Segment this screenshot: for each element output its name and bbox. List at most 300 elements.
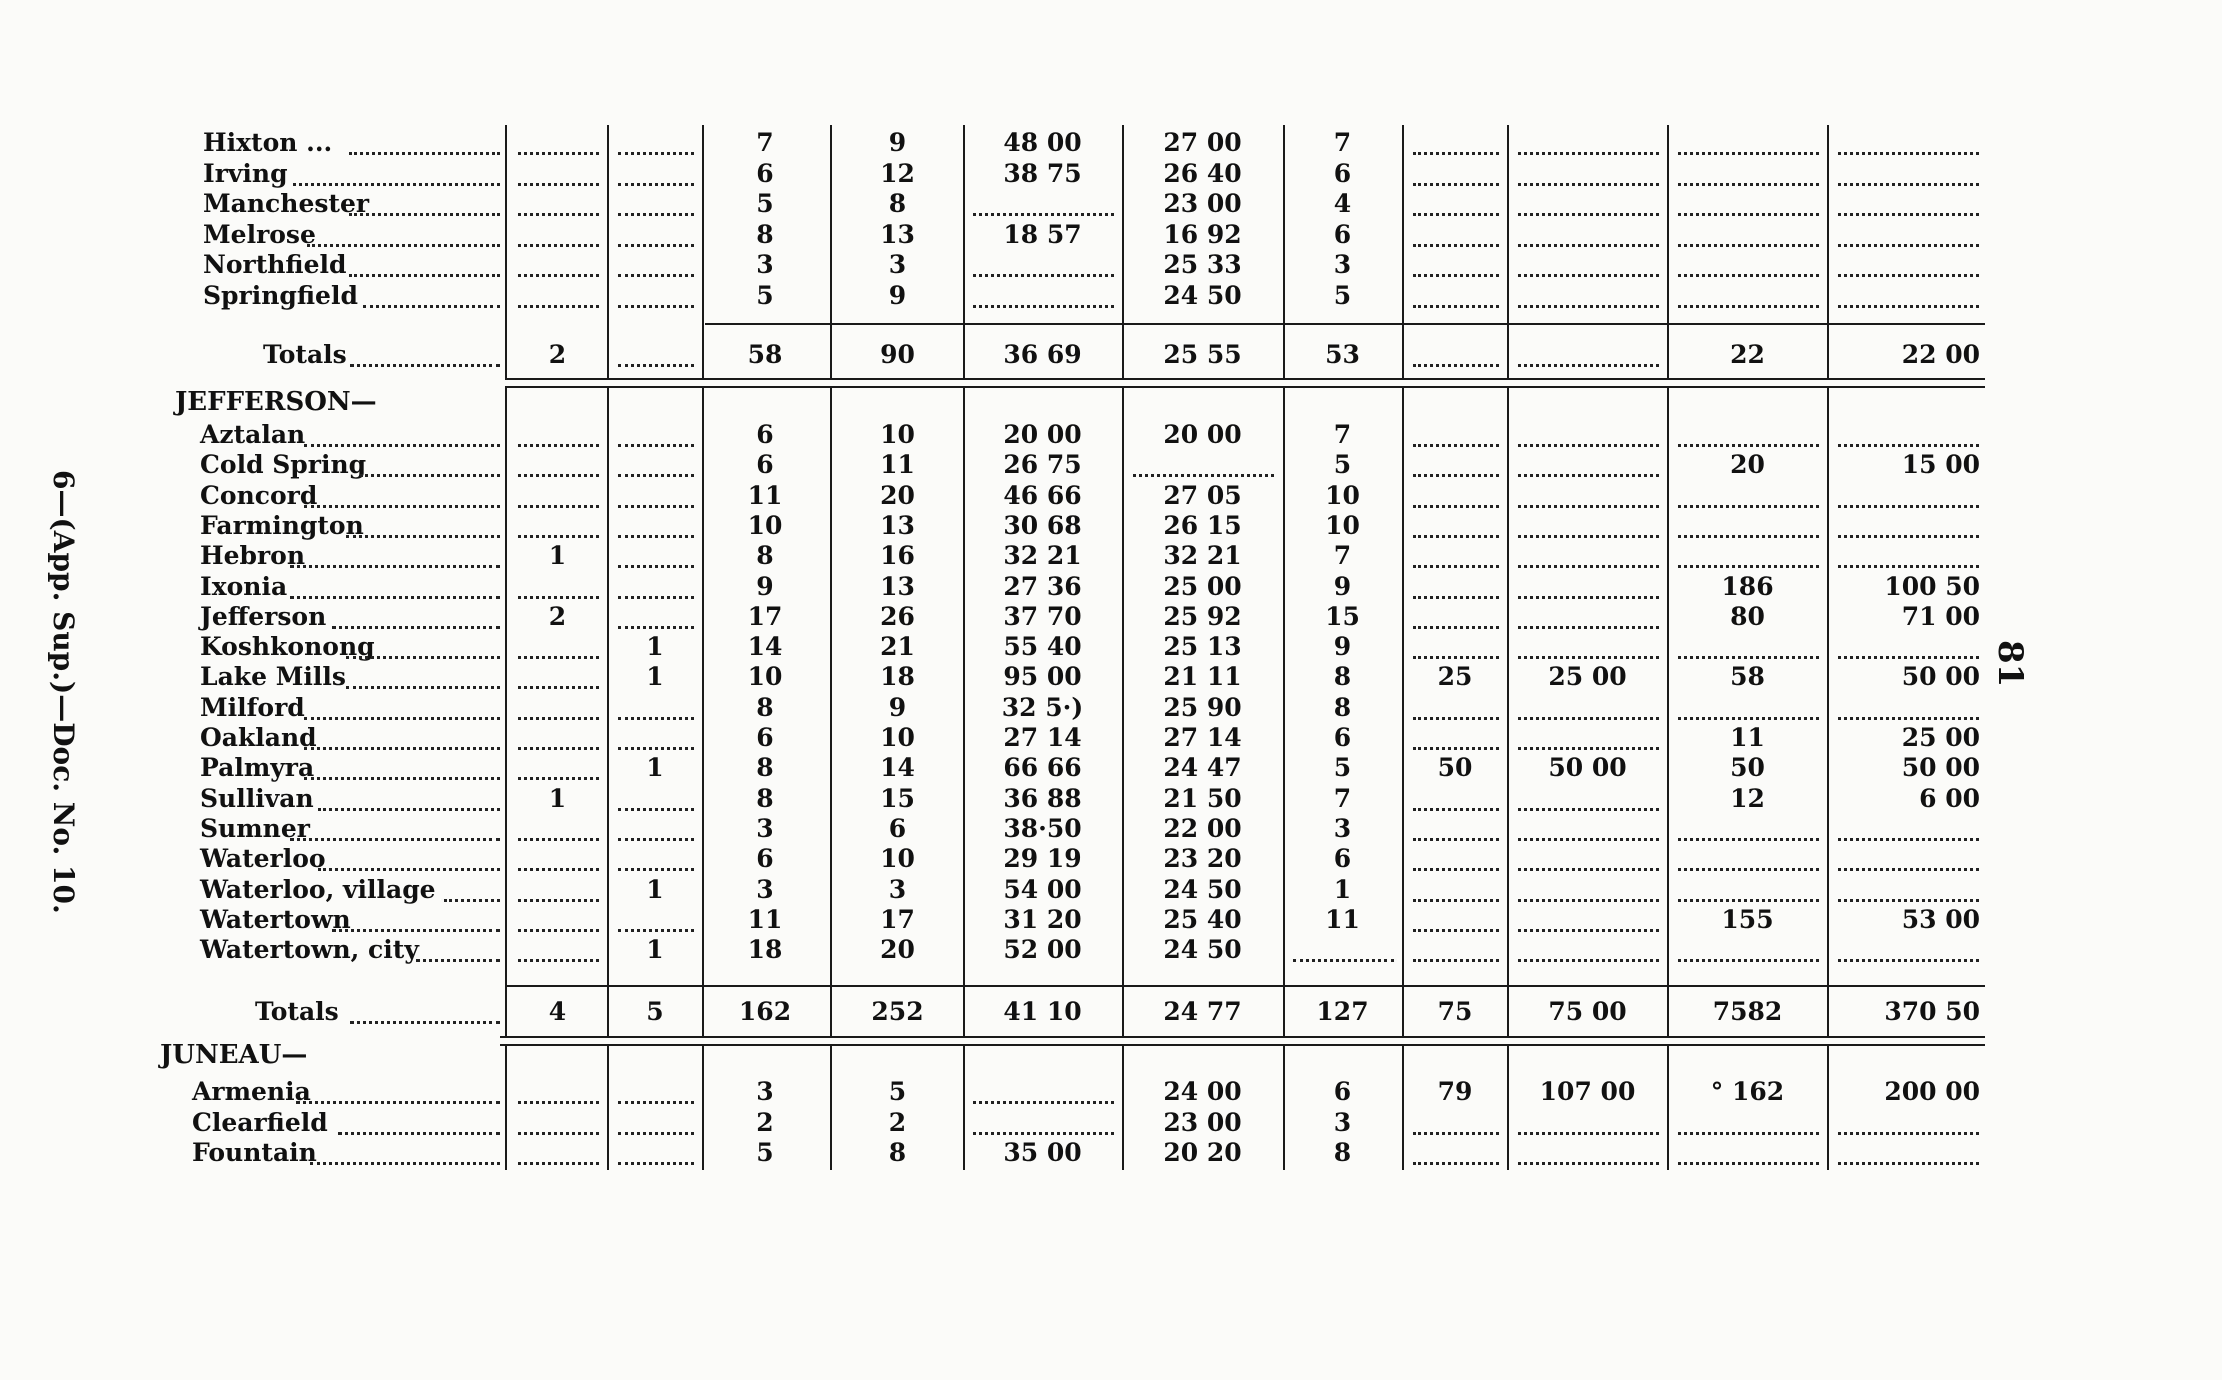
cell-c7: 5 [1333, 280, 1352, 310]
empty-cell-dots [1413, 1132, 1499, 1135]
empty-cell-dots [1678, 505, 1819, 508]
leader-dots [304, 777, 500, 780]
total-c2: 5 [646, 997, 664, 1026]
cell-c4: 15 [880, 783, 915, 813]
column-rule [1402, 386, 1404, 1036]
cell-c6: 23 20 [1163, 844, 1242, 874]
empty-cell-dots [1678, 535, 1819, 538]
column-rule [1827, 386, 1829, 1036]
empty-cell-dots [1518, 183, 1659, 186]
empty-cell-dots [1518, 717, 1659, 720]
empty-cell-dots [1838, 152, 1979, 155]
row-name: Hixton ... [203, 128, 333, 157]
cell-c7: 7 [1333, 541, 1352, 571]
column-rule [702, 386, 704, 1036]
leader-dots [349, 274, 500, 277]
empty-cell-dots [1838, 535, 1979, 538]
cell-c3: 11 [747, 480, 783, 510]
cell-c6: 24 50 [1163, 280, 1242, 310]
empty-cell-dots [1838, 1132, 1979, 1135]
total-c10: 22 [1730, 340, 1765, 369]
cell-c3: 6 [756, 723, 774, 752]
cell-c5: 66 66 [1003, 753, 1082, 783]
cell-c6: 20 20 [1163, 1138, 1242, 1167]
leader-dots [307, 244, 500, 247]
empty-cell-dots [518, 505, 599, 508]
leader-dots [349, 213, 500, 216]
cell-c7: 6 [1333, 158, 1352, 188]
cell-c5: 95 00 [1003, 662, 1082, 692]
cell-c11: 53 00 [1901, 904, 1980, 934]
cell-c3: 10 [747, 662, 783, 692]
cell-c1: 1 [548, 541, 567, 571]
cell-c5: 26 75 [1003, 450, 1082, 480]
total-c1: 4 [548, 997, 567, 1026]
cell-c4: 13 [880, 510, 915, 540]
cell-c4: 18 [880, 662, 915, 692]
cell-c10: 50 [1730, 753, 1765, 783]
total-c5: 36 69 [1003, 340, 1082, 369]
cell-c5: 32 5·) [1001, 692, 1084, 722]
cell-c3: 5 [756, 1138, 774, 1167]
cell-c4: 9 [888, 128, 907, 157]
empty-cell-dots [1518, 364, 1659, 367]
column-rule [505, 386, 507, 1036]
cell-c7: 3 [1333, 813, 1352, 843]
cell-c6: 20 00 [1163, 420, 1242, 449]
empty-cell-dots [1838, 899, 1979, 902]
leader-dots [293, 183, 500, 186]
cell-c4: 26 [880, 601, 915, 631]
column-rule [607, 386, 609, 1036]
column-rule [963, 125, 965, 378]
empty-cell-dots [518, 1162, 599, 1165]
cell-c7: 3 [1333, 1107, 1352, 1137]
leader-dots [290, 838, 500, 841]
empty-cell-dots [1518, 213, 1659, 216]
empty-cell-dots [1413, 959, 1499, 962]
empty-cell-dots [1518, 305, 1659, 308]
cell-c4: 5 [888, 1077, 907, 1106]
empty-cell-dots [1518, 565, 1659, 568]
empty-cell-dots [1678, 899, 1819, 902]
cell-c1: 1 [548, 783, 567, 813]
row-name: Farmington [200, 510, 364, 540]
cell-c6: 27 14 [1163, 723, 1242, 752]
row-name: Cold Spring [200, 450, 367, 480]
empty-cell-dots [1293, 959, 1394, 962]
column-rule [1827, 1044, 1829, 1170]
cell-c3: 6 [756, 450, 774, 480]
empty-cell-dots [1133, 474, 1274, 477]
cell-c4: 14 [880, 753, 915, 783]
empty-cell-dots [618, 808, 694, 811]
cell-c6: 26 15 [1163, 510, 1242, 540]
total-c11: 370 50 [1884, 997, 1980, 1026]
cell-c5: 37 70 [1003, 601, 1082, 631]
cell-c6: 25 33 [1163, 250, 1242, 279]
empty-cell-dots [618, 929, 694, 932]
cell-c10: ° 162 [1710, 1077, 1785, 1106]
leader-dots [444, 899, 500, 902]
empty-cell-dots [1838, 505, 1979, 508]
cell-c3: 6 [756, 844, 774, 874]
total-c6: 24 77 [1163, 997, 1242, 1026]
cell-c5: 29 19 [1003, 844, 1082, 874]
cell-c11: 200 00 [1884, 1077, 1980, 1106]
cell-c6: 25 40 [1163, 904, 1242, 934]
row-name: Jefferson [200, 601, 327, 631]
cell-c10: 186 [1721, 571, 1774, 601]
row-name: Koshkonong [200, 632, 375, 662]
row-name: Irving [203, 158, 288, 188]
row-name: Manchester [203, 189, 370, 218]
cell-c6: 25 92 [1163, 601, 1242, 631]
empty-cell-dots [1838, 959, 1979, 962]
cell-c9: 25 00 [1548, 662, 1627, 692]
empty-cell-dots [1413, 838, 1499, 841]
cell-c4: 10 [880, 420, 915, 449]
empty-cell-dots [1413, 305, 1499, 308]
empty-cell-dots [973, 274, 1114, 277]
empty-cell-dots [1413, 474, 1499, 477]
total-c6: 25 55 [1163, 340, 1242, 369]
cell-c3: 6 [756, 420, 774, 449]
empty-cell-dots [618, 747, 694, 750]
empty-cell-dots [1413, 364, 1499, 367]
empty-cell-dots [1413, 808, 1499, 811]
cell-c4: 17 [880, 904, 915, 934]
section-heading-juneau: JUNEAU— [160, 1040, 308, 1070]
row-name: Palmyra [200, 753, 315, 783]
cell-c7: 6 [1333, 723, 1352, 752]
cell-c7: 11 [1325, 904, 1360, 934]
cell-c5: 55 40 [1003, 632, 1082, 662]
leader-dots [290, 565, 500, 568]
cell-c6: 27 00 [1163, 128, 1242, 157]
empty-cell-dots [518, 868, 599, 871]
empty-cell-dots [1678, 1132, 1819, 1135]
total-c4: 252 [871, 997, 924, 1026]
cell-c11: 50 00 [1901, 662, 1980, 692]
total-c5: 41 10 [1003, 997, 1082, 1026]
empty-cell-dots [1413, 747, 1499, 750]
column-rule [1507, 125, 1509, 378]
empty-cell-dots [618, 1101, 694, 1104]
row-name: Aztalan [200, 420, 306, 449]
empty-cell-dots [1678, 717, 1819, 720]
total-c1: 2 [548, 340, 567, 369]
leader-dots [350, 1021, 500, 1024]
column-rule [1667, 125, 1669, 378]
empty-cell-dots [518, 535, 599, 538]
leader-dots [346, 656, 500, 659]
row-name: Melrose [203, 219, 316, 249]
row-name: Fountain [192, 1138, 317, 1167]
empty-cell-dots [618, 868, 694, 871]
cell-c11: 25 00 [1901, 723, 1980, 752]
cell-c9: 50 00 [1548, 753, 1627, 783]
empty-cell-dots [518, 717, 599, 720]
empty-cell-dots [518, 183, 599, 186]
row-name: Watertown [200, 904, 351, 934]
column-rule [607, 1044, 609, 1170]
empty-cell-dots [1678, 244, 1819, 247]
column-rule [1283, 386, 1285, 1036]
column-rule [1122, 386, 1124, 1036]
cell-c4: 8 [888, 189, 907, 218]
empty-cell-dots [518, 959, 599, 962]
cell-c3: 8 [756, 753, 774, 783]
empty-cell-dots [1678, 565, 1819, 568]
cell-c4: 12 [880, 158, 915, 188]
cell-c2: 1 [646, 632, 664, 662]
leader-dots [290, 596, 500, 599]
empty-cell-dots [1518, 626, 1659, 629]
cell-c4: 11 [880, 450, 915, 480]
column-rule [1507, 1044, 1509, 1170]
empty-cell-dots [518, 838, 599, 841]
leader-dots [304, 747, 500, 750]
cell-c5: 30 68 [1003, 510, 1082, 540]
cell-c5: 46 66 [1003, 480, 1082, 510]
column-rule [830, 386, 832, 1036]
column-rule [1827, 125, 1829, 378]
cell-c7: 10 [1325, 510, 1360, 540]
cell-c4: 10 [880, 723, 915, 752]
leader-dots [304, 717, 500, 720]
cell-c3: 10 [747, 510, 783, 540]
empty-cell-dots [618, 444, 694, 447]
cell-c4: 13 [880, 571, 915, 601]
empty-cell-dots [518, 244, 599, 247]
leader-dots [349, 152, 500, 155]
cell-c7: 9 [1333, 571, 1352, 601]
empty-cell-dots [1838, 274, 1979, 277]
empty-cell-dots [518, 656, 599, 659]
cell-c5: 54 00 [1003, 874, 1082, 904]
column-rule [607, 125, 609, 378]
cell-c1: 2 [548, 601, 567, 631]
empty-cell-dots [1678, 868, 1819, 871]
cell-c4: 3 [888, 250, 907, 279]
empty-cell-dots [1413, 213, 1499, 216]
empty-cell-dots [973, 1132, 1114, 1135]
empty-cell-dots [1678, 959, 1819, 962]
empty-cell-dots [1838, 1162, 1979, 1165]
total-c10: 7582 [1712, 997, 1783, 1026]
cell-c6: 25 00 [1163, 571, 1242, 601]
totals-label: Totals [255, 997, 339, 1026]
cell-c3: 3 [756, 874, 774, 904]
leader-dots [416, 959, 500, 962]
leader-dots [304, 444, 500, 447]
empty-cell-dots [973, 213, 1114, 216]
cell-c3: 17 [747, 601, 783, 631]
cell-c5: 31 20 [1003, 904, 1082, 934]
cell-c5: 18 57 [1003, 219, 1082, 249]
empty-cell-dots [1518, 656, 1659, 659]
section-heading-jefferson: JEFFERSON— [175, 387, 377, 417]
column-rule [1283, 125, 1285, 378]
total-c3: 162 [738, 997, 792, 1026]
cell-c5: 52 00 [1003, 935, 1082, 965]
empty-cell-dots [518, 686, 599, 689]
empty-cell-dots [618, 364, 694, 367]
cell-c3: 3 [756, 813, 774, 843]
cell-c10: 80 [1730, 601, 1765, 631]
cell-c6: 21 11 [1163, 662, 1242, 692]
column-rule [1667, 1044, 1669, 1170]
total-c3: 58 [747, 340, 783, 369]
cell-c10: 11 [1730, 723, 1765, 752]
empty-cell-dots [1838, 305, 1979, 308]
leader-dots [296, 1101, 500, 1104]
cell-c4: 6 [888, 813, 907, 843]
empty-cell-dots [1518, 244, 1659, 247]
empty-cell-dots [518, 1132, 599, 1135]
cell-c3: 7 [756, 128, 774, 157]
total-c7: 127 [1316, 997, 1369, 1026]
empty-cell-dots [1518, 474, 1659, 477]
cell-c10: 155 [1721, 904, 1774, 934]
cell-c5: 32 21 [1003, 541, 1082, 571]
cell-c6: 23 00 [1163, 1107, 1242, 1137]
empty-cell-dots [1838, 444, 1979, 447]
cell-c6: 26 40 [1163, 158, 1242, 188]
cell-c2: 1 [646, 935, 664, 965]
cell-c3: 8 [756, 783, 774, 813]
cell-c4: 20 [880, 935, 915, 965]
cell-c3: 8 [756, 692, 774, 722]
cell-c5: 27 36 [1003, 571, 1082, 601]
empty-cell-dots [1518, 959, 1659, 962]
leader-dots [346, 535, 500, 538]
empty-cell-dots [1413, 868, 1499, 871]
row-name: Ixonia [200, 571, 288, 601]
empty-cell-dots [518, 474, 599, 477]
cell-c10: 20 [1730, 450, 1765, 480]
empty-cell-dots [1678, 213, 1819, 216]
cell-c5: 20 00 [1003, 420, 1082, 449]
cell-c6: 32 21 [1163, 541, 1242, 571]
empty-cell-dots [1413, 626, 1499, 629]
empty-cell-dots [1838, 656, 1979, 659]
total-c4: 90 [880, 340, 915, 369]
empty-cell-dots [518, 1101, 599, 1104]
row-name: Watertown, city [200, 935, 419, 965]
cell-c5: 35 00 [1003, 1138, 1082, 1167]
leader-dots [310, 1162, 500, 1165]
column-rule [830, 1044, 832, 1170]
row-name: Waterloo [200, 844, 326, 874]
empty-cell-dots [1518, 444, 1659, 447]
column-rule [963, 386, 965, 1036]
cell-c7: 8 [1333, 1138, 1352, 1167]
column-rule [1667, 386, 1669, 1036]
empty-cell-dots [1518, 899, 1659, 902]
cell-c6: 16 92 [1163, 219, 1242, 249]
cell-c3: 5 [756, 280, 774, 310]
empty-cell-dots [1518, 868, 1659, 871]
cell-c2: 1 [646, 662, 664, 692]
cell-c11: 100 50 [1884, 571, 1980, 601]
empty-cell-dots [1413, 152, 1499, 155]
empty-cell-dots [618, 305, 694, 308]
empty-cell-dots [1518, 808, 1659, 811]
total-c7: 53 [1325, 340, 1360, 369]
cell-c5: 38·50 [1003, 813, 1082, 843]
cell-c3: 14 [747, 632, 783, 662]
column-rule [1283, 1044, 1285, 1170]
leader-dots [332, 626, 500, 629]
empty-cell-dots [1838, 838, 1979, 841]
empty-cell-dots [618, 213, 694, 216]
totals-rule [705, 323, 1985, 325]
cell-c7: 10 [1325, 480, 1360, 510]
empty-cell-dots [518, 777, 599, 780]
column-rule [1122, 125, 1124, 378]
cell-c7: 15 [1325, 601, 1360, 631]
empty-cell-dots [1413, 596, 1499, 599]
empty-cell-dots [1413, 274, 1499, 277]
cell-c3: 2 [756, 1107, 774, 1137]
cell-c6: 24 50 [1163, 874, 1242, 904]
cell-c6: 24 47 [1163, 753, 1242, 783]
leader-dots [318, 868, 500, 871]
empty-cell-dots [1413, 899, 1499, 902]
empty-cell-dots [1838, 868, 1979, 871]
cell-c3: 5 [756, 189, 774, 218]
column-rule [505, 1044, 507, 1170]
totals-label: Totals [263, 340, 347, 369]
cell-c3: 11 [747, 904, 783, 934]
cell-c8: 79 [1437, 1077, 1473, 1106]
cell-c5: 38 75 [1003, 158, 1082, 188]
empty-cell-dots [1838, 183, 1979, 186]
empty-cell-dots [618, 717, 694, 720]
empty-cell-dots [973, 1101, 1114, 1104]
cell-c9: 107 00 [1539, 1077, 1636, 1106]
cell-c5: 27 14 [1003, 723, 1082, 752]
empty-cell-dots [1678, 444, 1819, 447]
empty-cell-dots [1413, 444, 1499, 447]
cell-c5: 36 88 [1003, 783, 1082, 813]
cell-c7: 6 [1333, 844, 1352, 874]
empty-cell-dots [518, 596, 599, 599]
cell-c4: 13 [880, 219, 915, 249]
row-name: Oakland [200, 723, 317, 752]
row-name: Milford [200, 692, 305, 722]
empty-cell-dots [1678, 305, 1819, 308]
empty-cell-dots [1413, 929, 1499, 932]
empty-cell-dots [618, 1162, 694, 1165]
column-rule [963, 1044, 965, 1170]
empty-cell-dots [1413, 505, 1499, 508]
page-number: 81 [1990, 640, 2030, 688]
cell-c3: 8 [756, 219, 774, 249]
cell-c4: 2 [888, 1107, 907, 1137]
cell-c7: 8 [1333, 662, 1352, 692]
cell-c4: 9 [888, 692, 907, 722]
cell-c8: 25 [1437, 662, 1473, 692]
empty-cell-dots [1413, 535, 1499, 538]
empty-cell-dots [1413, 183, 1499, 186]
empty-cell-dots [1413, 656, 1499, 659]
empty-cell-dots [618, 535, 694, 538]
cell-c6: 21 50 [1163, 783, 1242, 813]
leader-dots [318, 808, 500, 811]
